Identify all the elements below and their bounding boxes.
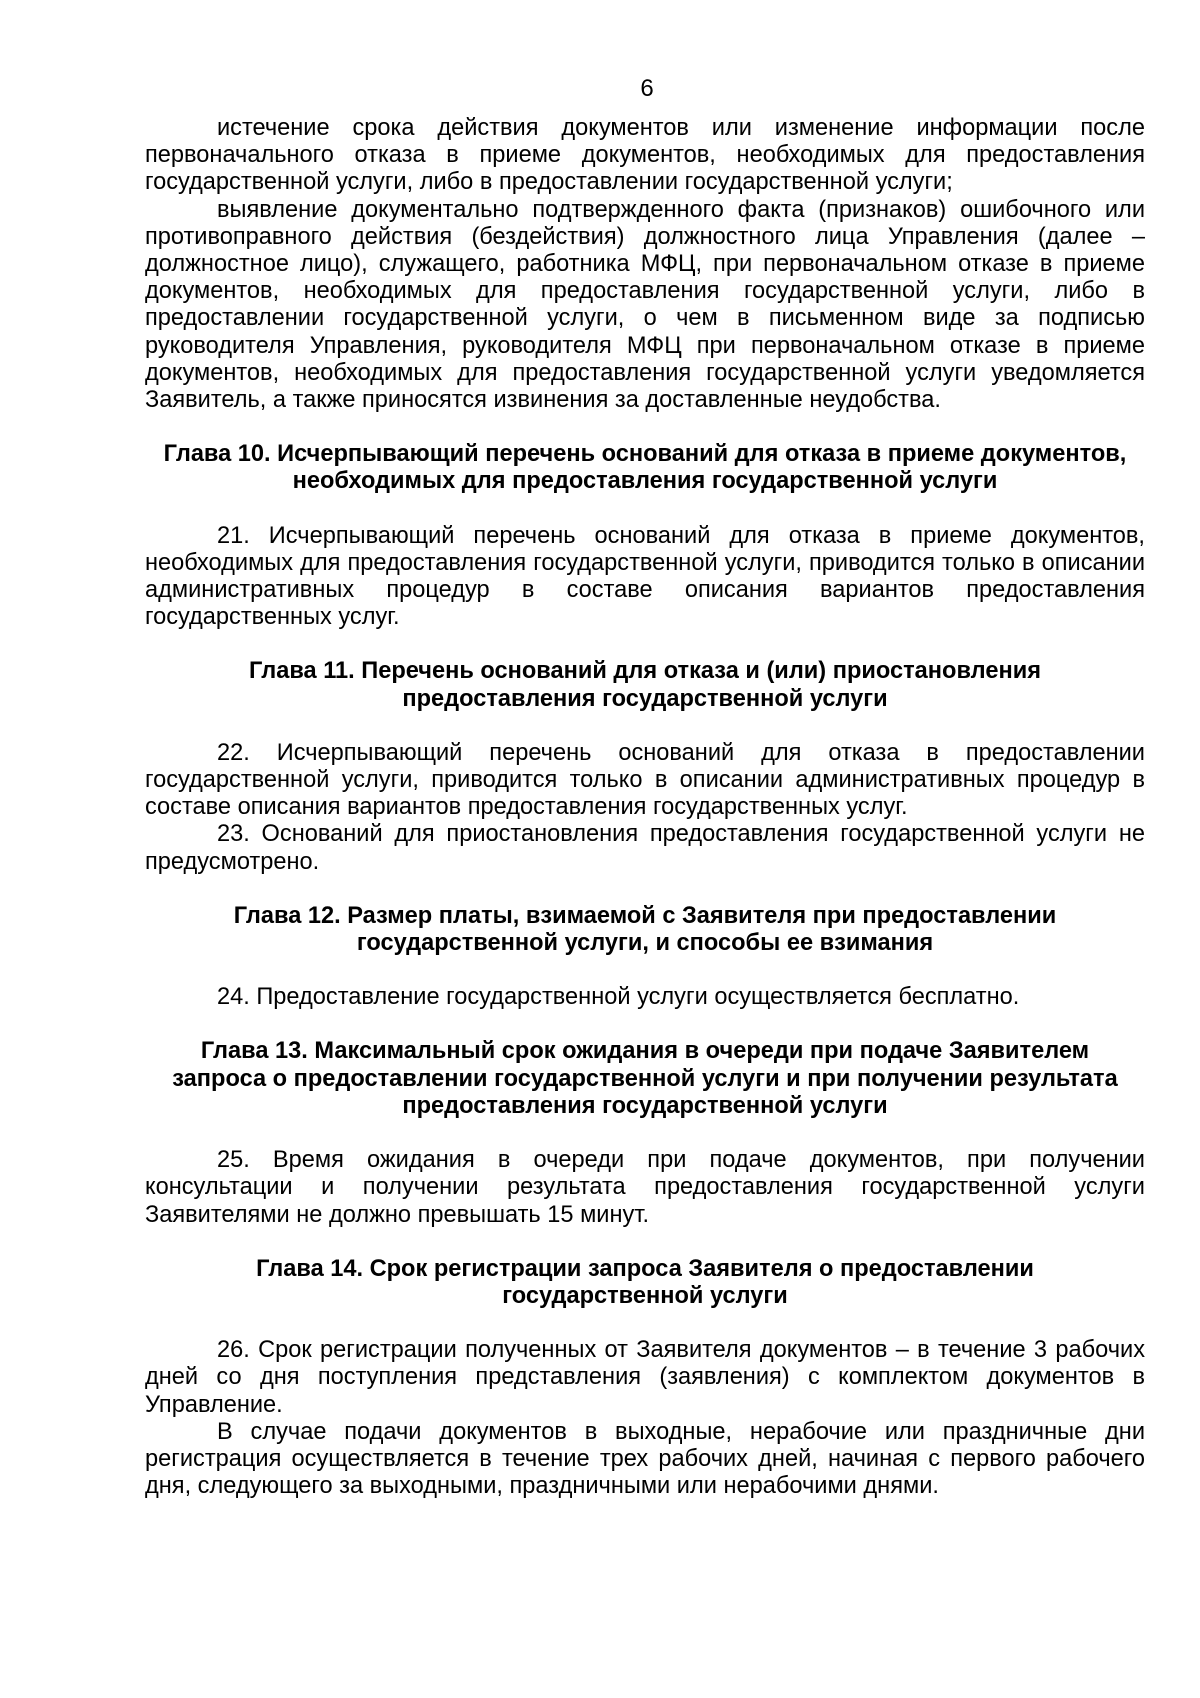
paragraph-22: 22. Исчерпывающий перечень оснований для отказа в предоставлении государственной услуги, приводится только в описании административных процедур в составе описания вариантов предоставления государственных услуг. — [145, 739, 1145, 821]
heading-line: запроса о предоставлении государственной услуги и при получении результата — [172, 1065, 1118, 1092]
heading-line: государственной услуги, и способы ее взимания — [356, 930, 934, 957]
heading-line: Глава 13. Максимальный срок ожидания в очереди при подаче Заявителем — [200, 1038, 1090, 1065]
heading-line: предоставления государственной услуги — [402, 685, 888, 712]
chapter-11-heading — [145, 658, 1145, 712]
paragraph: истечение срока действия документов или изменение информации после первоначального отказа в приеме документов, необходимых для предоставления государственной услуги, либо в предоставлении государственной услуги; — [145, 115, 1145, 196]
heading-line: Глава 14. Срок регистрации запроса Заявителя о предоставлении — [256, 1255, 1034, 1282]
paragraph-26: 26. Срок регистрации полученных от Заявителя документов – в течение 3 рабочих дней со дня поступления представления (заявления) с комплектом документов в Управление. — [145, 1337, 1145, 1418]
paragraph-23: 23. Оснований для приостановления предоставления государственной услуги не предусмотрено. — [145, 821, 1145, 875]
heading-line: Глава 12. Размер платы, взимаемой с Заявителя при предоставлении — [233, 902, 1057, 929]
paragraph-24: 24. Предоставление государственной услуги осуществляется бесплатно. — [217, 984, 1020, 1011]
paragraph-21: 21. Исчерпывающий перечень оснований для отказа в приеме документов, необходимых для предоставления государственной услуги, приводится только в описании административных процедур в составе описания вариантов предоставления государственных услуг. — [145, 522, 1145, 631]
heading-line: необходимых для предоставления государственной услуги — [292, 468, 998, 495]
chapter-12-heading — [145, 903, 1145, 957]
heading-line: Глава 10. Исчерпывающий перечень оснований для отказа в приеме документов, — [163, 441, 1127, 468]
chapter-14-heading — [145, 1256, 1145, 1310]
paragraph: В случае подачи документов в выходные, нерабочие или праздничные дни регистрация осуществляется в течение трех рабочих дней, начиная с первого рабочего дня, следующего за выходными, праздничными или нерабочими днями. — [145, 1418, 1145, 1500]
chapter-13-heading — [145, 1038, 1145, 1120]
paragraph: выявление документально подтвержденного факта (признаков) ошибочного или противоправного действия (бездействия) должностного лица Управления (далее – должностное лицо), служащего, работника МФЦ, при первоначальном отказе в приеме документов, необходимых для предоставления государственной услуги, либо в предоставлении государственной услуги, о чем в письменном виде за подписью руководителя Управления, руководителя МФЦ при первоначальном отказе в приеме документов, необходимых для предоставления государственной услуги уведомляется Заявитель, а также приносятся извинения за доставленные неудобства. — [145, 196, 1145, 414]
page-number: 6 — [640, 75, 654, 102]
heading-line: Глава 11. Перечень оснований для отказа и (или) приостановления — [249, 658, 1041, 685]
heading-line: предоставления государственной услуги — [402, 1092, 888, 1119]
paragraph-25: 25. Время ожидания в очереди при подаче документов, при получении консультации и получении результата предоставления государственной услуги Заявителями не должно превышать 15 минут. — [145, 1147, 1145, 1228]
chapter-10-heading — [145, 441, 1145, 495]
document-body — [145, 115, 1145, 1500]
heading-line: государственной услуги — [502, 1282, 788, 1309]
